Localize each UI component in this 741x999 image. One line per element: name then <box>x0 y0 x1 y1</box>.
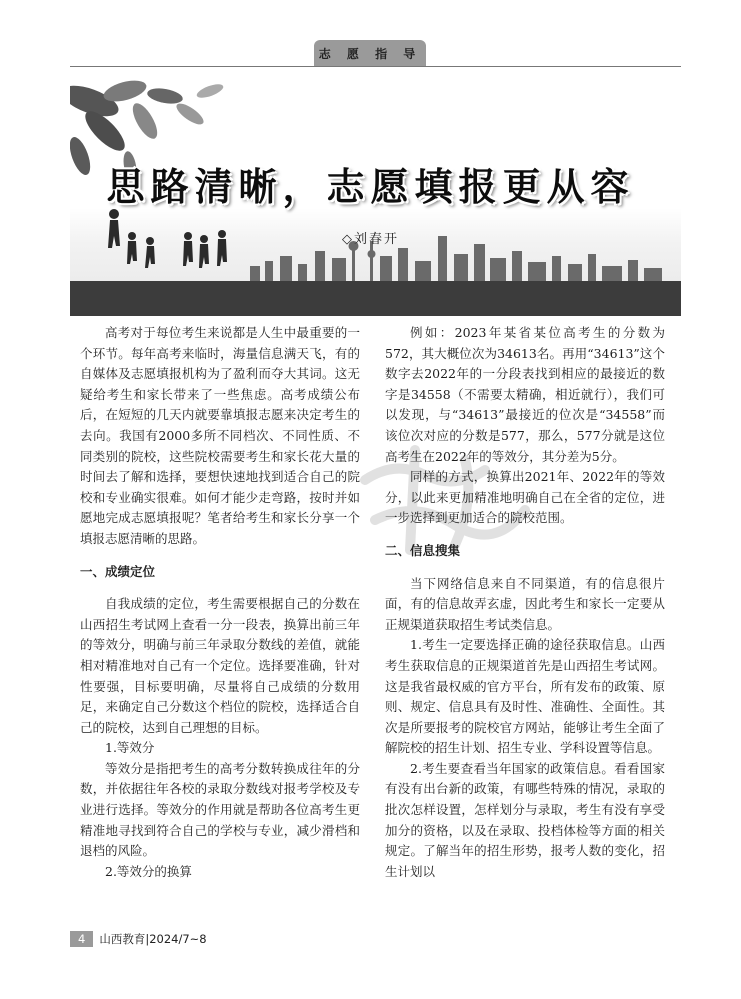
paragraph-equivalent-score: 等效分是指把考生的高考分数转换成往年的分数，并依据往年各校的录取分数线对报考学校及专业进行选择。等效分的作用就是帮助各位高考生更精准地寻找到符合自己的学校与专业，减少滑档和退档的风险。 <box>80 760 360 859</box>
left-column <box>80 323 360 882</box>
magazine-issue: 山西教育|2024/7~8 <box>99 932 207 946</box>
right-column <box>385 323 665 882</box>
author-byline: ◇刘春开 <box>342 232 399 247</box>
section-label: 志 愿 指 导 <box>318 47 422 61</box>
paragraph-example: 例如：2023年某省某位高考生的分数为572，其大概位次为34613名。再用“34613”这个数字去2022年的一分段表找到相应的最接近的数字是34558（不需要太精确，相近就行），我们可以发现，与“34613”最接近的位次是“34558”而该位次对应的分数是577，那么，577分就是这位高考生在2022年的等效分，其分差为5分。 <box>385 325 665 464</box>
header-rule <box>70 66 681 67</box>
paragraph-info-sources: 当下网络信息来自不同渠道，有的信息很片面，有的信息故弄玄虚，因此考生和家长一定要从正规渠道获取招生考试类信息。 <box>385 575 665 632</box>
intro-paragraph: 高考对于每位考生来说都是人生中最重要的一个环节。每年高考来临时，海量信息满天飞，有的自媒体及志愿填报机构为了盈利而夺大其词。这无疑给考生和家长带来了一些焦虑。高考成绩公布后，在短短的几天内就要靠填报志愿来决定考生的去向。我国有2000多所不同档次、不同性质、不同类别的院校，这些院校需要考生和家长花大量的时间去了解和选择，要想快速地找到适合自己的院校和专业确实很难。如何才能少走弯路，按时并如愿地完成志愿填报呢？笔者给考生和家长分享一个填报志愿清晰的思路。 <box>80 325 360 546</box>
page-footer <box>70 930 207 948</box>
paragraph-policy-info: 2.考生要查看当年国家的政策信息。看看国家有没有出台新的政策，有哪些特殊的情况，录取的批次怎样设置，怎样划分与录取，考生有没有享受加分的资格，以及在录取、投档体检等方面的相关规定。了解当年的招生形势，报考人数的变化，招生计划以 <box>385 760 665 879</box>
paragraph-score-positioning: 自我成绩的定位，考生需要根据自己的分数在山西招生考试网上查看一分一段表，换算出前三年的等效分，明确与前三年录取分数线的差值，就能相对精准地对自己有一个定位。选择要准确，针对性要强，目标要明确，尽量将自己成绩的分数用足，来确定自己分数这个档位的院校，选择适合自己的院校，达到自己理想的目标。 <box>80 596 360 735</box>
paragraph-same-method: 同样的方式，换算出2021年、2022年的等效分，以此来更加精准地明确自己在全省的定位，进一步选择到更加适合的院校范围。 <box>385 469 665 526</box>
section-tab <box>314 40 426 66</box>
heading-info-collection: 二、信息搜集 <box>385 542 461 558</box>
page-number: 4 <box>70 931 93 947</box>
article-title: 思路清晰，志愿填报更从容 <box>106 164 635 209</box>
paragraph-correct-channel: 1.考生一定要选择正确的途径获取信息。山西考生获取信息的正规渠道首先是山西招生考试网。这是我省最权威的官方平台，所有发布的政策、原则、规定、信息具有及时性、准确性、全面性。其次是所要报考的院校官方网站，能够让考生全面了解院校的招生计划、招生专业、学科设置等信息。 <box>385 637 665 756</box>
subheading-equivalent-score: 1.等效分 <box>105 740 155 756</box>
heading-score-positioning: 一、成绩定位 <box>80 563 156 579</box>
subheading-score-conversion: 2.等效分的换算 <box>105 863 192 879</box>
